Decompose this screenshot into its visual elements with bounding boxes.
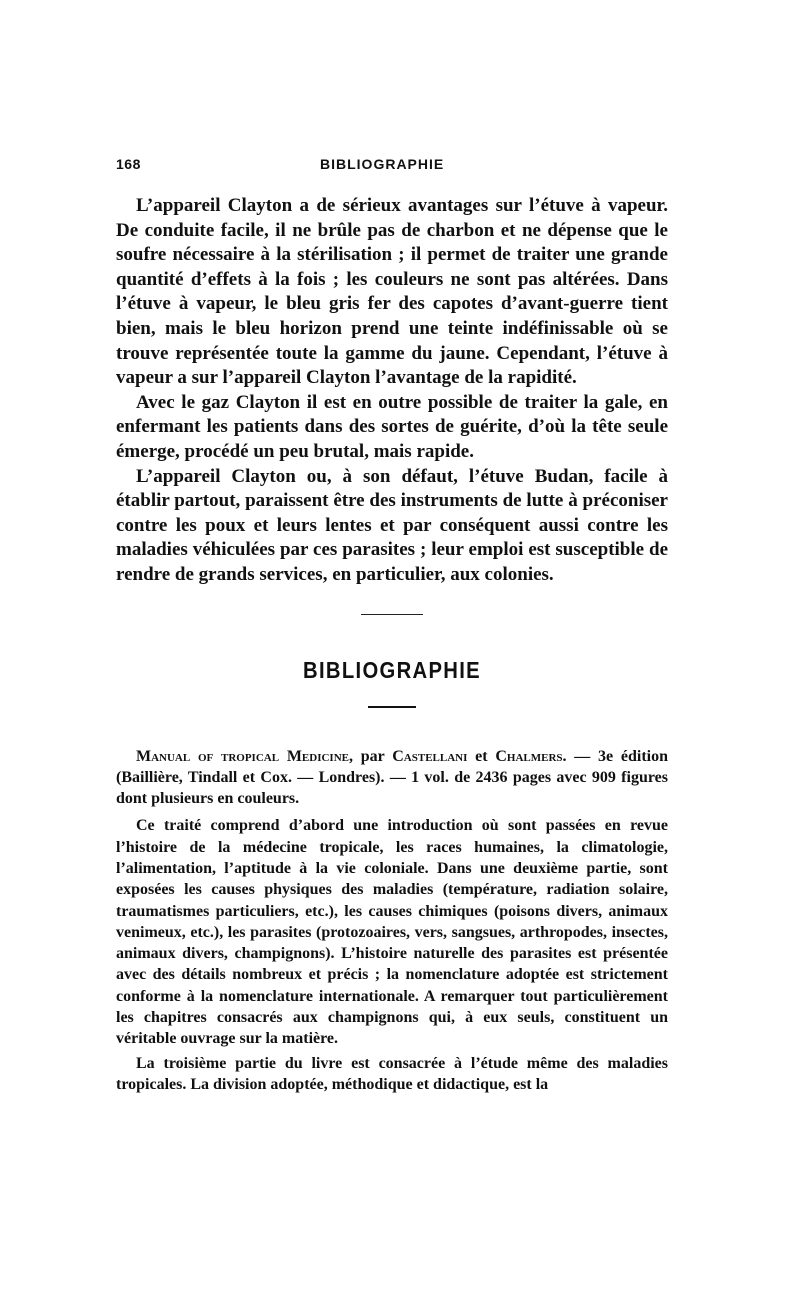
- running-head: [116, 150, 668, 174]
- paragraph: L’appareil Clayton ou, à son défaut, l’étuve Budan, facile à établir partout, paraissent être des instruments de lutte à préconiser contre les poux et leurs lentes et par conséquent aussi contre les maladies véhiculées par ces parasites ; leur emploi est susceptible de rendre de grands services, en particulier, aux colonies.: [116, 465, 668, 585]
- paragraph: Avec le gaz Clayton il est en outre possible de traiter la gale, en enfermant les patients dans des sortes de guérite, d’où la tête seule émerge, procédé un peu brutal, mais rapide.: [116, 391, 668, 462]
- section-separator-rule: [361, 614, 423, 615]
- paragraph: L’appareil Clayton a de sérieux avantages sur l’étuve à vapeur. De conduite facile, il ne brûle pas de charbon et ne dépense que le soufre nécessaire à la stérilisation ; il permet de traiter une grande quantité d’effets à la fois ; les couleurs ne sont pas altérées. Dans l’étuve à vapeur, le bleu gris fer des capotes d’avant-guerre tient bien, mais le bleu horizon prend une teinte indéfinissable où se trouve représentée toute la gamme du jaune. Cependant, l’étuve à vapeur a sur l’appareil Clayton l’avantage de la rapidité.: [116, 195, 668, 389]
- page-number: 168: [116, 156, 141, 172]
- page: [116, 150, 668, 1098]
- book-title: Manual of tropical Medicine: [136, 747, 349, 765]
- reference-text: et: [467, 747, 496, 765]
- running-title: BIBLIOGRAPHIE: [320, 156, 445, 172]
- reference-text: , par: [349, 747, 393, 765]
- review-paragraph: Ce traité comprend d’abord une introduction où sont passées en revue l’histoire de la médecine tropicale, les races humaines, la climatologie, l’alimentation, l’aptitude à la vie coloniale. Dans une deuxième partie, sont exposées les causes physiques des maladies (température, radiation solaire, traumatismes particuliers, etc.), les causes chimiques (poisons divers, animaux venimeux, etc.), les parasites (protozoaires, vers, sangsues, arthropodes, insectes, animaux divers, champignons). L’histoire naturelle des parasites est présentée avec des détails nombreux et précis ; la nomenclature adoptée est strictement conforme à la nomenclature internationale. A remarquer tout particulièrement les chapitres consacrés aux champignons qui, à eux seuls, constituent un véritable ouvrage sur la matière.: [116, 817, 668, 1048]
- title-underline-rule: [368, 706, 416, 708]
- section-title: BIBLIOGRAPHIE: [303, 656, 481, 683]
- author-name: Castellani: [392, 747, 468, 765]
- reference-text: . — 3e édition (Baillière, Tindall et Cox. — Londres). — 1 vol. de 2436 pages avec 909 figures dont plusieurs en couleurs.: [116, 747, 669, 808]
- review-paragraph: La troisième partie du livre est consacrée à l’étude même des maladies tropicales. La division adoptée, méthodique et didactique, est la: [116, 1054, 668, 1093]
- author-name: Chalmers: [495, 747, 563, 765]
- bibliography-reference: [116, 746, 668, 810]
- bibliography: [116, 746, 668, 1096]
- body-text: [116, 194, 668, 588]
